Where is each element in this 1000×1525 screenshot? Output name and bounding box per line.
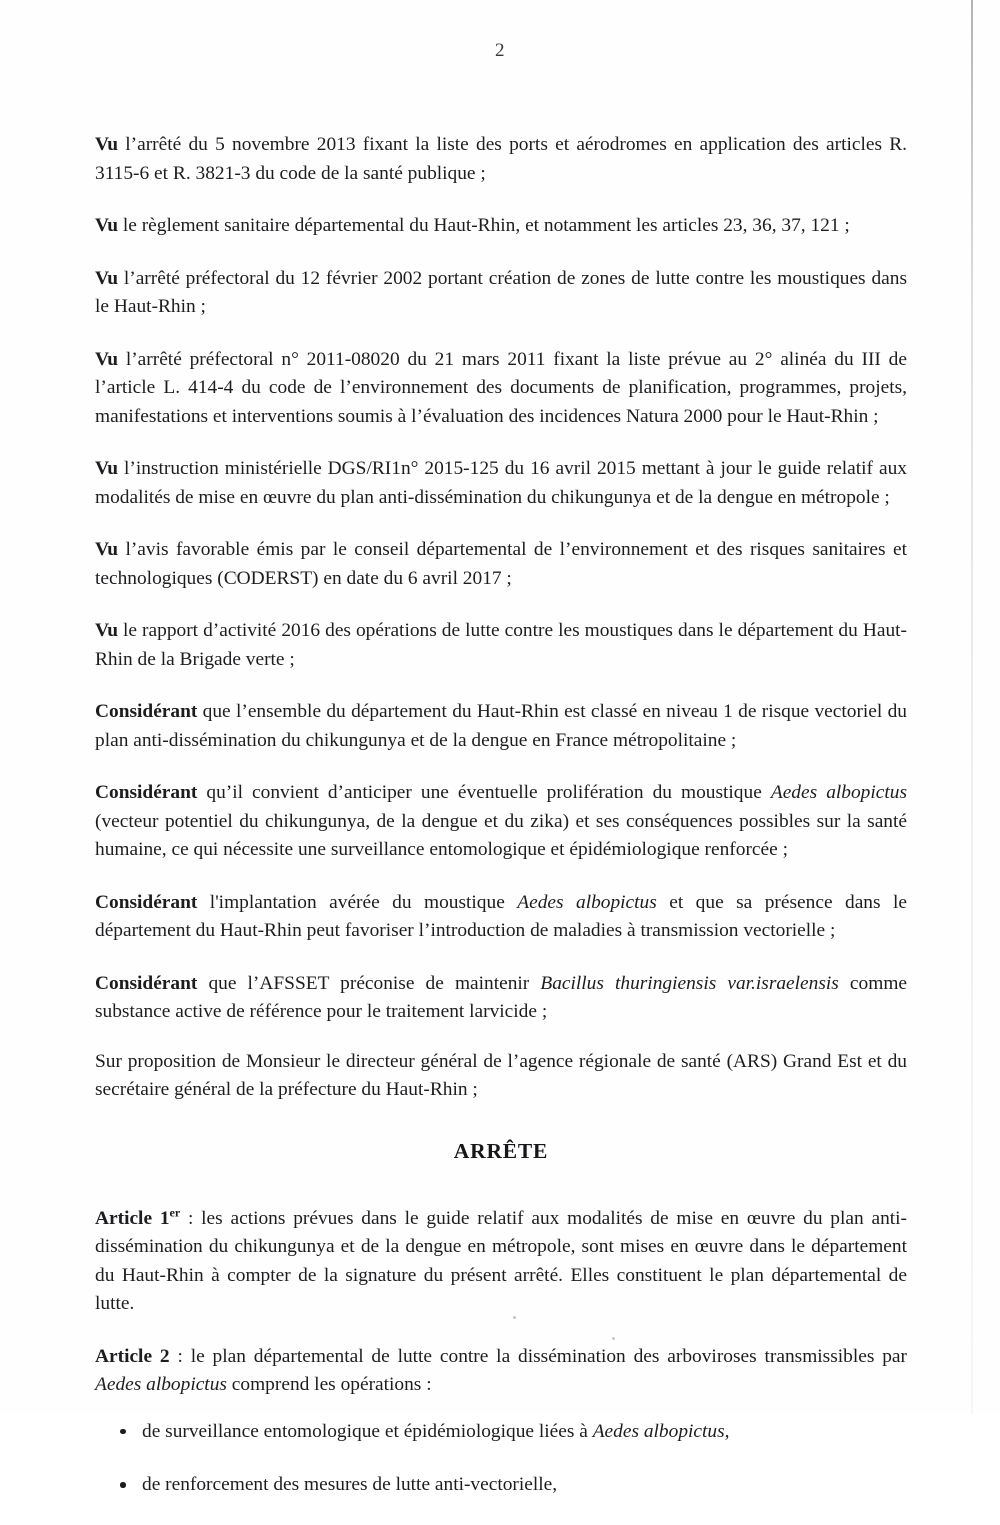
recital-text-part1: que l’AFSSET préconise de maintenir — [197, 972, 541, 994]
recital-text: l’arrêté du 5 novembre 2013 fixant la liste des ports et aérodromes en application des articles R. 3115-6 et R. 3821-3 du code de la santé publique ; — [95, 134, 907, 184]
recital-vu-arrete-ports — [95, 131, 907, 188]
recital-text-part2: et que sa présence dans le département du Haut-Rhin peut favoriser l’introduction de maladies à transmission vectorielle ; — [95, 891, 907, 941]
list-item — [95, 1418, 907, 1447]
article-1-lead: Article 1 — [95, 1207, 170, 1229]
bullet-dot-icon — [120, 1429, 126, 1435]
recital-vu-avis-coderst — [95, 536, 907, 593]
article-1-ordinal: er — [169, 1205, 181, 1220]
recital-vu-rapport-activite — [95, 617, 907, 674]
recital-lead: Vu — [95, 134, 119, 155]
recital-lead: Considérant — [95, 701, 198, 722]
arrete-heading: ARRÊTE — [453, 1138, 549, 1163]
page-number: 2 — [495, 40, 505, 61]
recital-text-part2: comme substance active de référence pour le traitement larvicide ; — [95, 972, 908, 1022]
list-item-text-part1: de renforcement des mesures de lutte anti-vectorielle, — [142, 1474, 558, 1495]
species-name-italic: Aedes albopictus — [517, 891, 657, 913]
list-item-text-part2: , — [724, 1420, 730, 1442]
recital-lead: Vu — [95, 348, 119, 370]
recital-lead: Considérant — [95, 891, 198, 913]
recital-considerant-afsset — [95, 970, 907, 1027]
recital-text: que l’ensemble du département du Haut-Rhin est classé en niveau 1 de risque vectoriel du plan anti-dissémination du chikungunya et de la dengue en France métropolitaine ; — [95, 701, 907, 751]
recital-text-part2: (vecteur potentiel du chikungunya, de la dengue et du zika) et ses conséquences possibles sur la santé humaine, ce qui nécessite une surveillance entomologique et épidémiologique renforcée ; — [95, 810, 907, 860]
recital-text: l’arrêté préfectoral du 12 février 2002 portant création de zones de lutte contre les moustiques dans le Haut-Rhin ; — [95, 267, 907, 317]
recital-text: le rapport d’activité 2016 des opérations de lutte contre les moustiques dans le département du Haut-Rhin de la Brigade verte ; — [95, 620, 907, 670]
recital-lead: Vu — [95, 267, 119, 289]
article-2-text-part2: comprend les opérations : — [226, 1374, 432, 1395]
proposition-paragraph: Sur proposition de Monsieur le directeur général de l’agence régionale de santé (ARS) Grand Est et du secrétaire général de la préfecture du Haut-Rhin ; — [95, 1050, 907, 1100]
arrete-heading-wrap — [95, 1139, 907, 1164]
recital-vu-reglement-sanitaire — [95, 212, 907, 241]
recital-text-part1: l'implantation avérée du moustique — [197, 891, 518, 913]
article-2-lead: Article 2 — [95, 1345, 170, 1367]
list-item — [95, 1471, 907, 1500]
species-name-italic: Bacillus thuringiensis var.israelensis — [540, 972, 839, 994]
article-1-text: : les actions prévues dans le guide relatif aux modalités de mise en œuvre du plan anti-dissémination du chikungunya et de la dengue en métropole, sont mises en œuvre dans le département du Haut-Rhin à compter de la signature du présent arrêté. Elles constituent le plan départemental de lutte. — [95, 1207, 907, 1314]
recital-lead: Vu — [95, 539, 119, 560]
recital-text: l’instruction ministérielle DGS/RI1n° 2015-125 du 16 avril 2015 mettant à jour le guide relatif aux modalités de mise en œuvre du plan anti-dissémination du chikungunya et de la dengue en métropole ; — [95, 458, 907, 508]
species-name-italic: Aedes albopictus — [95, 1374, 227, 1395]
article-2-operations-list — [95, 1418, 907, 1500]
recital-lead: Considérant — [95, 972, 198, 994]
recital-considerant-proliferation — [95, 779, 907, 865]
article-1-paragraph — [95, 1205, 907, 1319]
recital-text: l’avis favorable émis par le conseil départemental de l’environnement et des risques sanitaires et technologiques (CODERST) en date du 6 avril 2017 ; — [95, 539, 907, 589]
recital-lead: Vu — [95, 215, 119, 236]
document-body — [95, 131, 907, 1525]
recital-considerant-niveau-risque — [95, 698, 907, 755]
recital-lead: Vu — [95, 458, 119, 479]
list-item-text-part1: de surveillance entomologique et épidémiologique liées à — [142, 1420, 593, 1442]
article-2-text-part1: : le plan départemental de lutte contre la dissémination des arboviroses transmissibles par — [169, 1345, 907, 1367]
species-name-italic: Aedes albopictus — [592, 1420, 725, 1442]
recital-text: l’arrêté préfectoral n° 2011-08020 du 21 mars 2011 fixant la liste prévue au 2° alinéa du III de l’article L. 414-4 du code de l’environnement des documents de planification, programmes, projets, manifestations et interventions soumis à l’évaluation des incidences Natura 2000 pour le Haut-Rhin ; — [95, 348, 907, 427]
scan-edge-artifact — [971, 0, 973, 1414]
recital-vu-instruction-ministerielle — [95, 455, 907, 512]
recital-vu-arrete-prefectoral-2011 — [95, 346, 907, 432]
recital-considerant-implantation — [95, 889, 907, 946]
bullet-dot-icon — [120, 1482, 126, 1488]
recital-lead: Vu — [95, 620, 119, 641]
species-name-italic: Aedes albopictus — [770, 782, 907, 803]
recital-lead: Considérant — [95, 782, 198, 803]
recital-text: le règlement sanitaire départemental du Haut-Rhin, et notamment les articles 23, 36, 37, 121 ; — [118, 215, 850, 236]
recital-vu-arrete-prefectoral-2002 — [95, 265, 907, 322]
article-2-paragraph — [95, 1343, 907, 1400]
recital-text-part1: qu’il convient d’anticiper une éventuelle prolifération du moustique — [197, 782, 771, 803]
